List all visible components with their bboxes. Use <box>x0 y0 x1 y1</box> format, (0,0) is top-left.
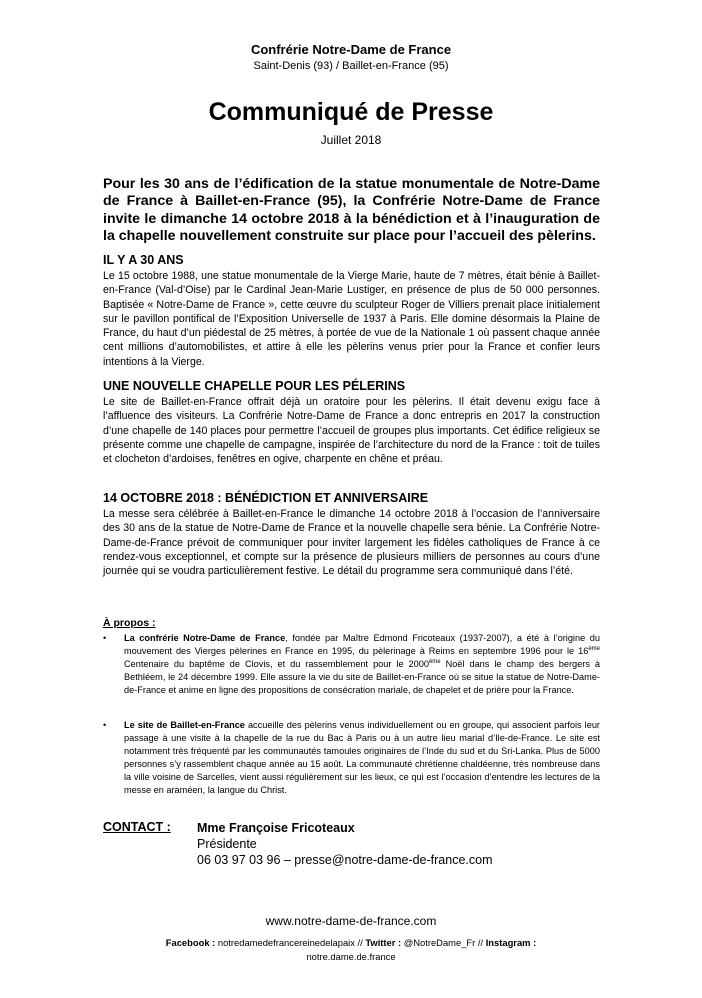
twitter-handle[interactable]: @NotreDame_Fr // <box>401 937 486 948</box>
section-body-30-years: Le 15 octobre 1988, une statue monumentale de la Vierge Marie, haute de 7 mètres, était bénie à Baillet-en-France (Val-d’Oise) par le Cardinal Jean-Marie Lustiger, en présence de plus de 50 000 personnes. Baptisée « Notre-Dame de France », cette œuvre du sculpteur Roger de Villiers prenait place initialement sur le pavillon pontifical de l’Exposition Universelle de 1937 à Paris. Elle domine désormais la Plaine de France, du haut d’un piédestal de 25 mètres, à portée de vue de la Nationale 1 où passent chaque année cent millions d’automobilistes, et attire à elle les pèlerins venus prier pour la France et confier leurs intentions à la Vierge. <box>103 270 600 368</box>
section-heading-october-14: 14 OCTOBRE 2018 : BÉNÉDICTION ET ANNIVERSAIRE <box>103 491 429 505</box>
section-body-new-chapel: Le site de Baillet-en-France offrait déjà un oratoire pour les pèlerins. Il était devenu exigu face à l’affluence des visiteurs. La Confrérie Notre-Dame de France a donc entrepris en 2017 la construction d’une chapelle de 140 places pour permettre l’accueil de groupes plus importants. Cet édifice religieux se présente comme une chapelle de campagne, inspirée de l’architecture du nord de la France : toit de tuiles et clocheton d’ardoises, fenêtres en ogive, charpente en chêne et préau. <box>103 396 600 466</box>
organization-name: Confrérie Notre-Dame de France <box>250 42 452 57</box>
contact-details <box>197 820 493 868</box>
social-links <box>133 936 569 963</box>
bullet-dot-icon: • <box>103 633 107 643</box>
facebook-handle[interactable]: notredamedefrancereinedelapaix // <box>215 937 366 948</box>
about-item-lead: La confrérie Notre-Dame de France <box>124 633 286 643</box>
contact-label: CONTACT : <box>103 820 171 834</box>
contact-name: Mme Françoise Fricoteaux <box>197 821 355 835</box>
contact-role: Présidente <box>197 837 257 851</box>
page-title: Communiqué de Presse <box>208 98 494 126</box>
about-item-lead: Le site de Baillet-en-France <box>124 720 245 730</box>
release-date: Juillet 2018 <box>320 133 382 147</box>
bullet-dot-icon: • <box>103 720 107 730</box>
about-item-text: La confrérie Notre-Dame de France, fondée par Maître Edmond Fricoteaux (1937-2007), a été à l’origine du mouvement des Vierges pèlerines en France en 1995, du pèlerinage à Reims en septembre 1996 pour le 16ème Centenaire du baptême de Clovis, et du rassemblement pour le 2000ème Noël dans le champ des bergers à Bethléem, le 24 décembre 1999. Elle assure la vie du site de Baillet-en-France où se situe la statue de Notre-Dame-de-France et anime en ligne des propositions de consécration mariale, de chapelet et de prière pour la France. <box>124 633 600 696</box>
section-body-october-14: La messe sera célébrée à Baillet-en-France le dimanche 14 octobre 2018 à l’occasion de l’anniversaire des 30 ans de la statue de Notre-Dame de France et la nouvelle chapelle sera bénie. La Confrérie Notre-Dame-de-France prévoit de communiquer pour inviter largement les fidèles catholiques de France à ce rendez-vous exceptionnel, et compte sur la présence de plusieurs milliers de personnes au cours d’une journée qui se voudra particulièrement festive. Le détail du programme sera communiqué dans l’été. <box>103 508 600 578</box>
instagram-label: Instagram : <box>485 937 537 948</box>
about-item-text: Le site de Baillet-en-France accueille des pèlerins venus individuellement ou en groupe, qui associent parfois leur passage à une visite à la chapelle de la rue du Bac à Paris ou à un autre lieu marial d’Ile-de-France. Le site est notamment très fréquenté par les communautés tamoules originaires de l’Inde du sud et du Sri-Lanka. Plus de 5000 personnes s’y rassemblent chaque année au 15 août. La communauté chrétienne chaldéenne, très nombreuse dans la ville voisine de Sarcelles, vient aussi régulièrement sur les lieux, ce qui est l’occasion d’entendre les lectures de la messe en araméen, la langue du Christ. <box>124 720 600 796</box>
lead-paragraph: Pour les 30 ans de l’édification de la statue monumentale de Notre-Dame de France à Baillet-en-France (95), la Confrérie Notre-Dame de France invite le dimanche 14 octobre 2018 à la bénédiction et à l’inauguration de la chapelle nouvellement construite sur place pour l’accueil des pèlerins. <box>103 176 600 244</box>
about-heading: À propos : <box>103 617 156 629</box>
section-heading-30-years: IL Y A 30 ANS <box>103 253 184 267</box>
about-item-site <box>103 719 600 798</box>
organization-locations: Saint-Denis (93) / Baillet-en-France (95) <box>253 60 449 72</box>
website-link[interactable]: www.notre-dame-de-france.com <box>265 914 437 928</box>
facebook-label: Facebook : <box>165 937 216 948</box>
about-item-confrerie <box>103 632 600 697</box>
section-heading-new-chapel: UNE NOUVELLE CHAPELLE POUR LES PÉLERINS <box>103 379 406 393</box>
contact-phone-email[interactable]: 06 03 97 03 96 – presse@notre-dame-de-france.com <box>197 853 493 867</box>
twitter-label: Twitter : <box>365 937 402 948</box>
instagram-handle[interactable]: notre.dame.de.france <box>306 950 396 962</box>
